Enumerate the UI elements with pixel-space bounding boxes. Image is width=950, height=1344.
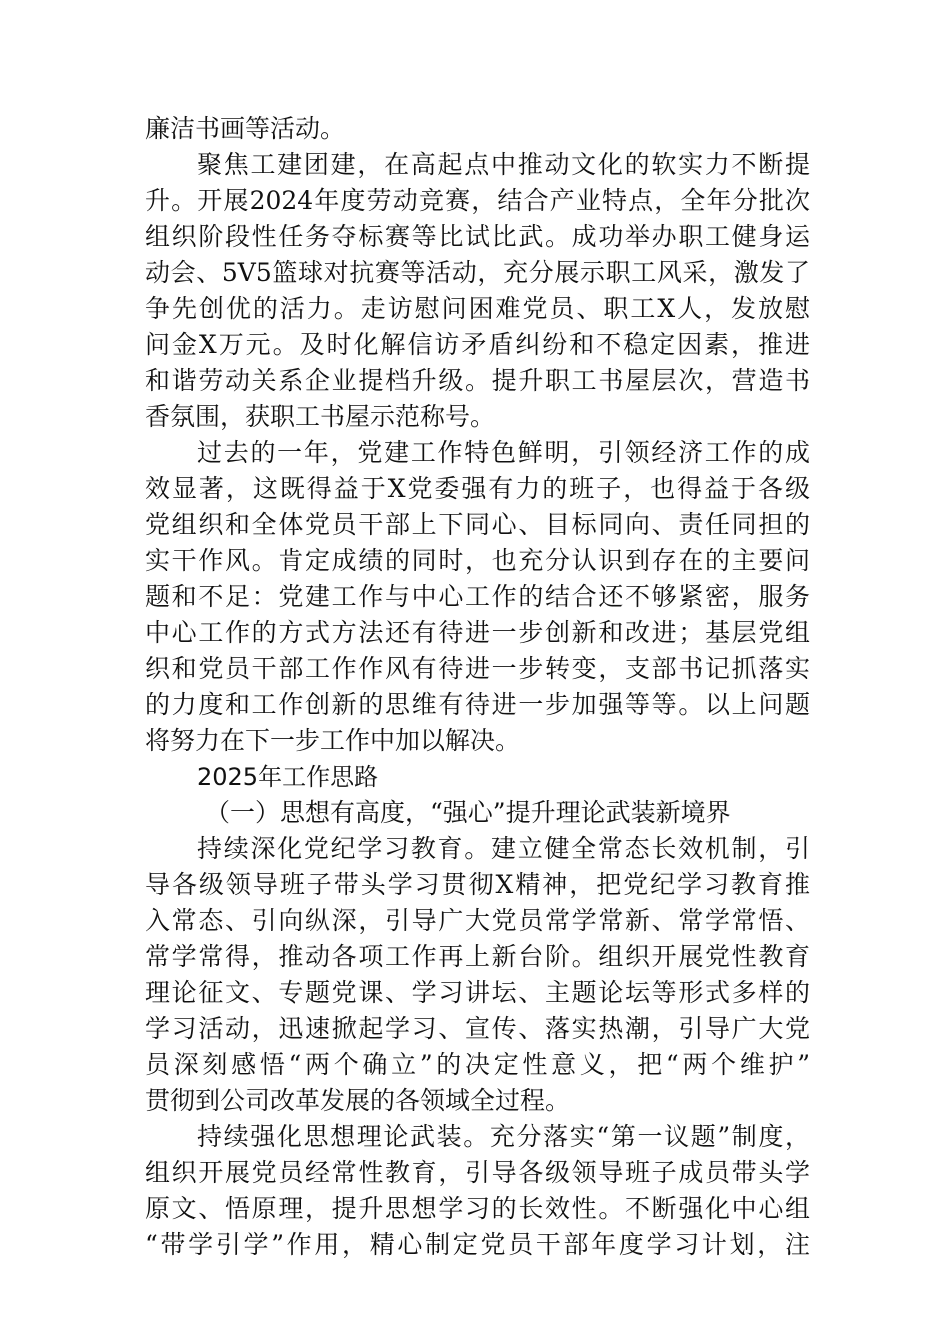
text-line: 党组织和全体党员干部上下同心、目标同向、责任同担的 <box>145 510 810 539</box>
paragraph-discipline-education <box>145 831 810 1119</box>
text-line: 将努力在下一步工作中加以解决。 <box>145 726 521 755</box>
text-line: 入常态、引向纵深，引导广大党员常学常新、常学常悟、 <box>145 906 810 935</box>
text-line: “带学引学”作用，精心制定党员干部年度学习计划，注 <box>145 1230 810 1259</box>
text-line: 动会、5V5篮球对抗赛等活动，充分展示职工风采，激发了 <box>145 258 810 287</box>
text-line: 理论征文、专题党课、学习讲坛、主题论坛等形式多样的 <box>145 978 810 1007</box>
text-line: 组织开展党员经常性教育，引导各级领导班子成员带头学 <box>145 1158 810 1187</box>
text-line: 原文、悟原理，提升思想学习的长效性。不断强化中心组 <box>145 1194 810 1223</box>
text-line: 升。开展2024年度劳动竞赛，结合产业特点，全年分批次 <box>145 186 810 215</box>
text-line: 题和不足：党建工作与中心工作的结合还不够紧密，服务 <box>145 582 810 611</box>
document-page <box>145 111 810 1263</box>
text-line: 组织阶段性任务夺标赛等比试比武。成功举办职工健身运 <box>145 222 810 251</box>
text-line: 聚焦工建团建，在高起点中推动文化的软实力不断提 <box>197 150 810 179</box>
text-line: 织和党员干部工作作风有待进一步转变，支部书记抓落实 <box>145 654 810 683</box>
text-line: 持续强化思想理论武装。充分落实“第一议题”制度， <box>197 1122 810 1151</box>
paragraph-continuation <box>145 111 810 147</box>
text-line: 常学常得，推动各项工作再上新台阶。组织开展党性教育 <box>145 942 810 971</box>
text-line: 和谐劳动关系企业提档升级。提升职工书屋层次，营造书 <box>145 366 810 395</box>
text-line: 导各级领导班子带头学习贯彻X精神，把党纪学习教育推 <box>145 870 810 899</box>
paragraph-theory-armament <box>145 1119 810 1263</box>
text-line: 的力度和工作创新的思维有待进一步加强等等。以上问题 <box>145 690 810 719</box>
text-line: 学习活动，迅速掀起学习、宣传、落实热潮，引导广大党 <box>145 1014 810 1043</box>
paragraph-summary <box>145 435 810 759</box>
text-line: 廉洁书画等活动。 <box>145 114 346 143</box>
text-line: 员深刻感悟“两个确立”的决定性意义，把“两个维护” <box>145 1050 810 1079</box>
text-line: 中心工作的方式方法还有待进一步创新和改进；基层党组 <box>145 618 810 647</box>
text-line: 过去的一年，党建工作特色鲜明，引领经济工作的成 <box>197 438 810 467</box>
text-line: 争先创优的活力。走访慰问困难党员、职工X人，发放慰 <box>145 294 810 323</box>
text-line: 实干作风。肯定成绩的同时，也充分认识到存在的主要问 <box>145 546 810 575</box>
paragraph-culture <box>145 147 810 435</box>
text-line: 问金X万元。及时化解信访矛盾纠纷和不稳定因素，推进 <box>145 330 810 359</box>
text-line: 持续深化党纪学习教育。建立健全常态长效机制，引 <box>197 834 810 863</box>
text-line: 贯彻到公司改革发展的各领域全过程。 <box>145 1086 571 1115</box>
section-heading: 2025年工作思路 <box>197 763 379 791</box>
text-line: 香氛围，获职工书屋示范称号。 <box>145 402 496 431</box>
subsection-heading: （一）思想有高度，“强心”提升理论武装新境界 <box>205 798 731 827</box>
text-line: 效显著，这既得益于X党委强有力的班子，也得益于各级 <box>145 474 810 503</box>
